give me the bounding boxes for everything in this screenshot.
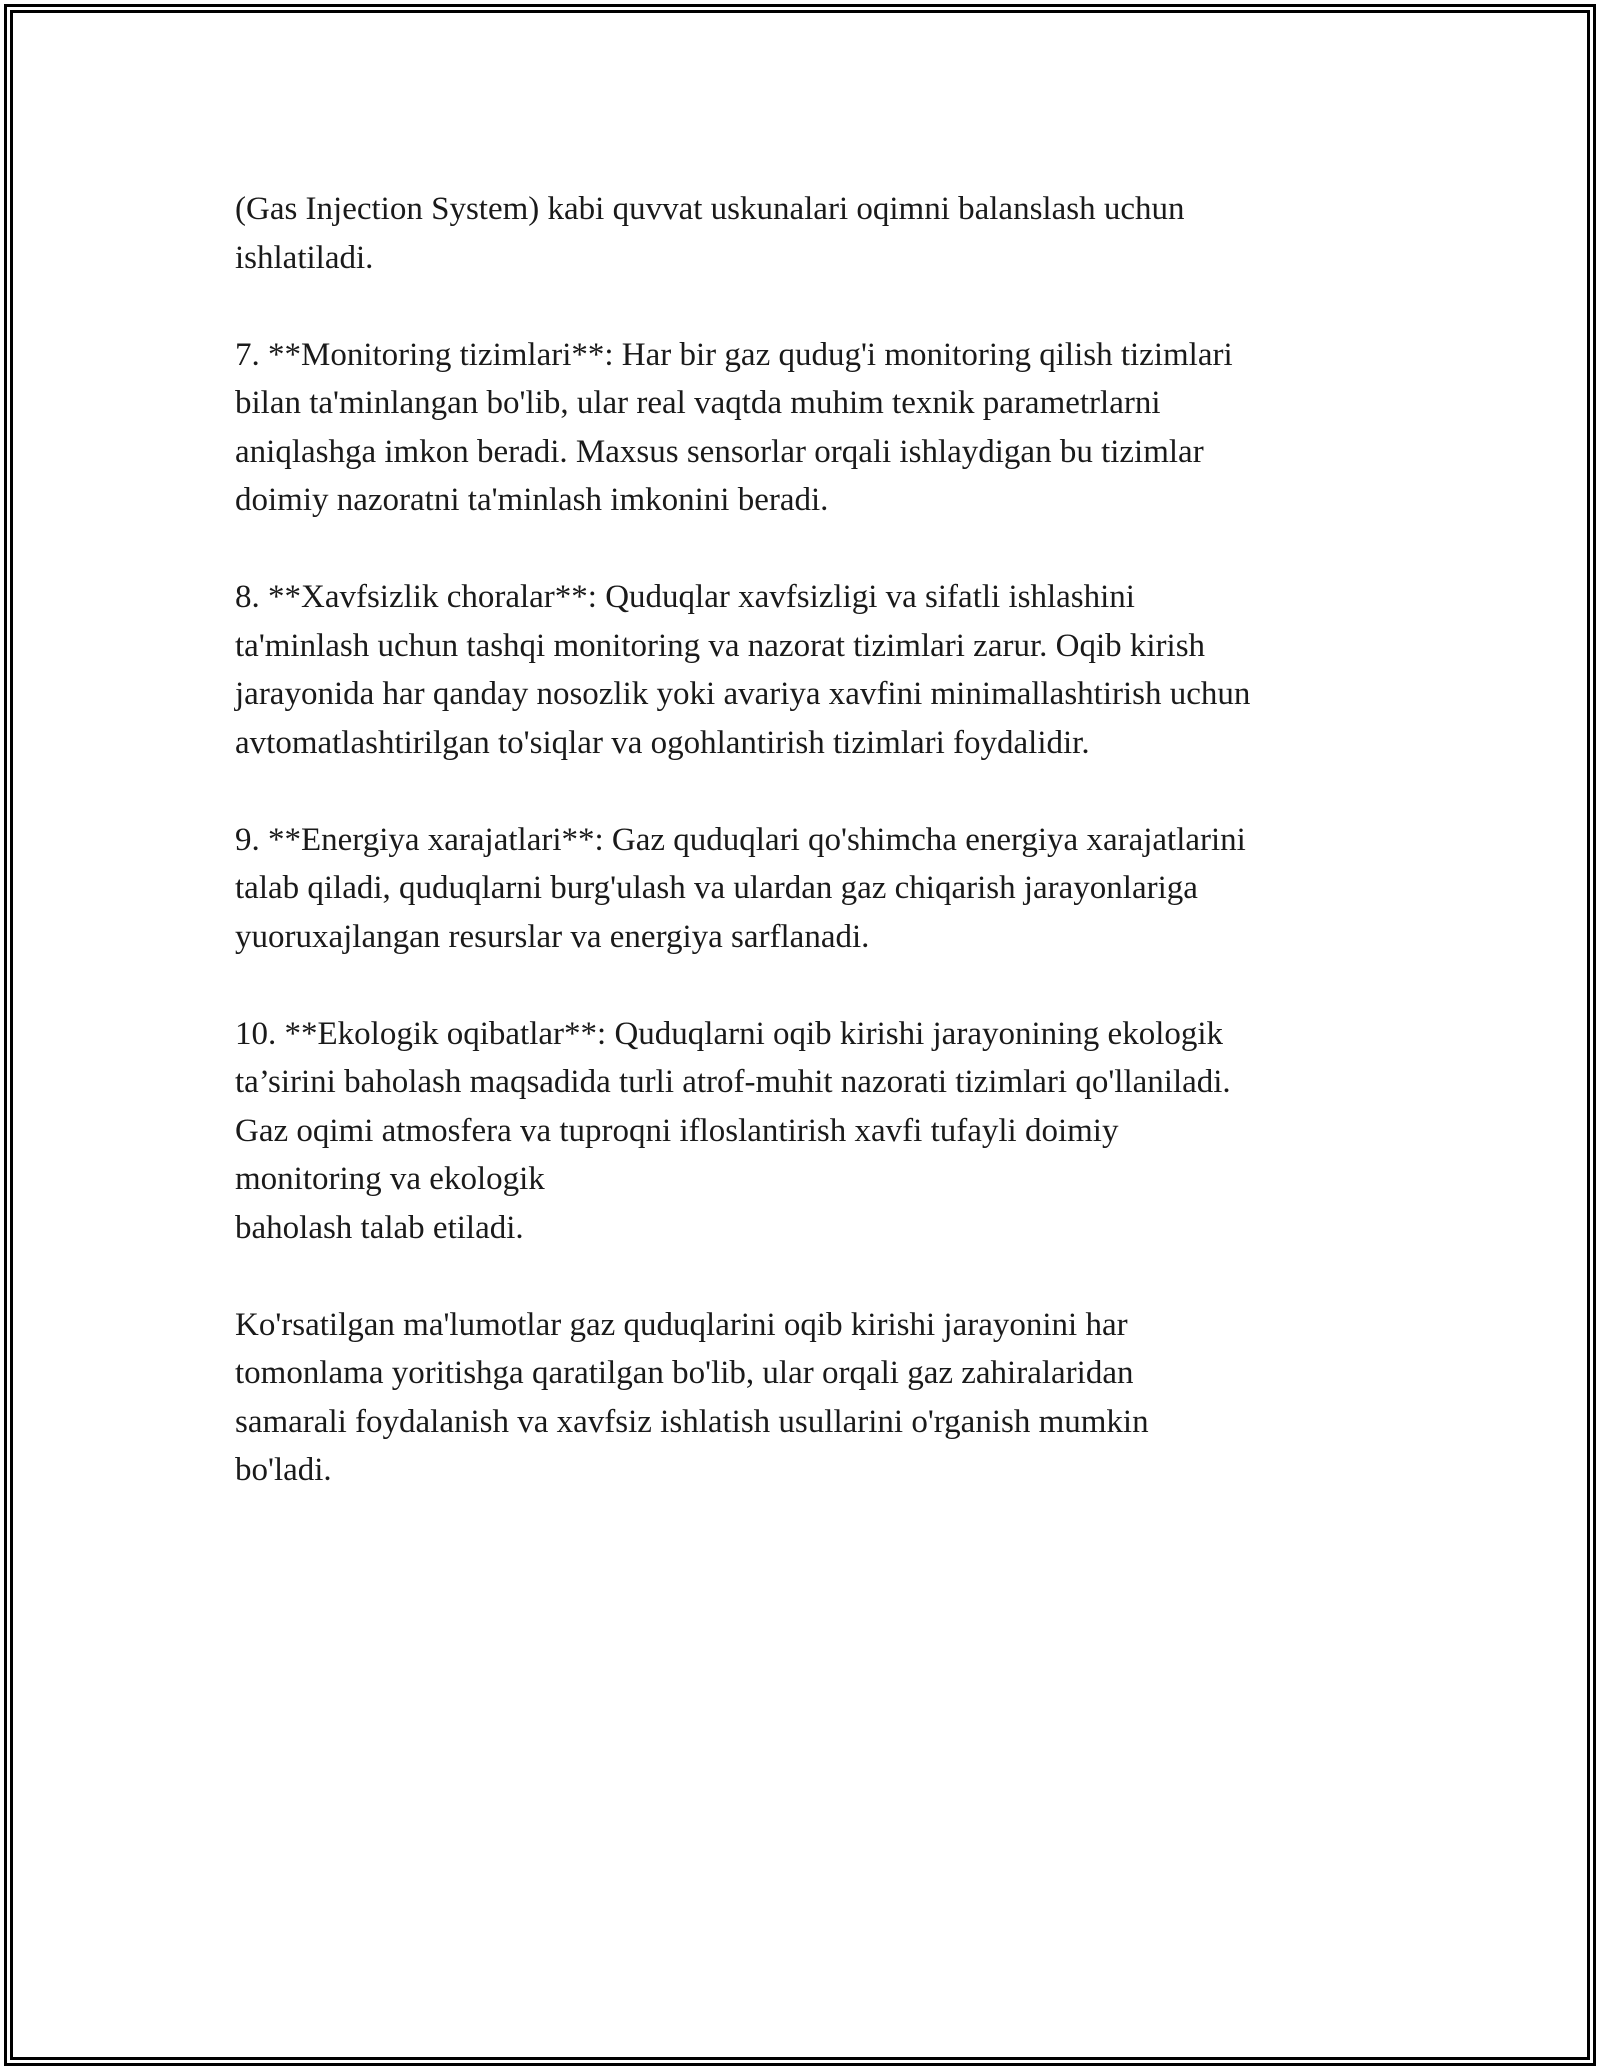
paragraph-safety-measures xyxy=(235,573,1415,767)
text-line: 7. **Monitoring tizimlari**: Har bir gaz qudug'i monitoring qilish tizimlari xyxy=(235,336,1233,373)
text-line: 10. **Ekologik oqibatlar**: Quduqlarni oqib kirishi jarayonining ekologik xyxy=(235,1015,1224,1052)
text-line: ta'minlash uchun tashqi monitoring va nazorat tizimlari zarur. Oqib kirish xyxy=(235,627,1206,664)
text-line: baholash talab etiladi. xyxy=(235,1209,524,1246)
text-line: bo'ladi. xyxy=(235,1452,332,1488)
paragraph-ecological-consequences xyxy=(235,1010,1415,1253)
text-line: ishlatiladi. xyxy=(235,239,374,276)
paragraph-energy-costs xyxy=(235,816,1415,962)
paragraph-monitoring-systems xyxy=(235,331,1415,525)
text-line: Gaz oqimi atmosfera va tuproqni ifloslantirish xavfi tufayli doimiy xyxy=(235,1112,1119,1149)
document-body xyxy=(235,185,1415,1543)
text-line: (Gas Injection System) kabi quvvat uskunalari oqimni balanslash uchun xyxy=(235,191,1185,227)
paragraph-gas-injection xyxy=(235,185,1415,282)
text-line: 9. **Energiya xarajatlari**: Gaz quduqlari qo'shimcha energiya xarajatlarini xyxy=(235,821,1246,858)
paragraph-conclusion xyxy=(235,1301,1415,1495)
text-line: 8. **Xavfsizlik choralar**: Quduqlar xavfsizligi va sifatli ishlashini xyxy=(235,579,1135,615)
text-line: talab qiladi, quduqlarni burg'ulash va ulardan gaz chiqarish jarayonlariga xyxy=(235,870,1198,906)
text-line: monitoring va ekologik xyxy=(235,1161,545,1197)
text-line: ta’sirini baholash maqsadida turli atrof-muhit nazorati tizimlari qo'llaniladi. xyxy=(235,1064,1231,1100)
text-line: samarali foydalanish va xavfsiz ishlatish usullarini o'rganish mumkin xyxy=(235,1403,1149,1440)
text-line: yuoruxajlangan resurslar va energiya sarflanadi. xyxy=(235,918,870,955)
text-line: bilan ta'minlangan bo'lib, ular real vaqtda muhim texnik parametrlarni xyxy=(235,385,1161,421)
text-line: Ko'rsatilgan ma'lumotlar gaz quduqlarini oqib kirishi jarayonini har xyxy=(235,1306,1128,1343)
text-line: avtomatlashtirilgan to'siqlar va ogohlantirish tizimlari foydalidir. xyxy=(235,724,1090,761)
text-line: jarayonida har qanday nosozlik yoki avariya xavfini minimallashtirish uchun xyxy=(235,676,1251,712)
text-line: doimiy nazoratni ta'minlash imkonini beradi. xyxy=(235,482,829,518)
text-line: aniqlashga imkon beradi. Maxsus sensorlar orqali ishlaydigan bu tizimlar xyxy=(235,433,1204,470)
text-line: tomonlama yoritishga qaratilgan bo'lib, ular orqali gaz zahiralaridan xyxy=(235,1355,1134,1391)
